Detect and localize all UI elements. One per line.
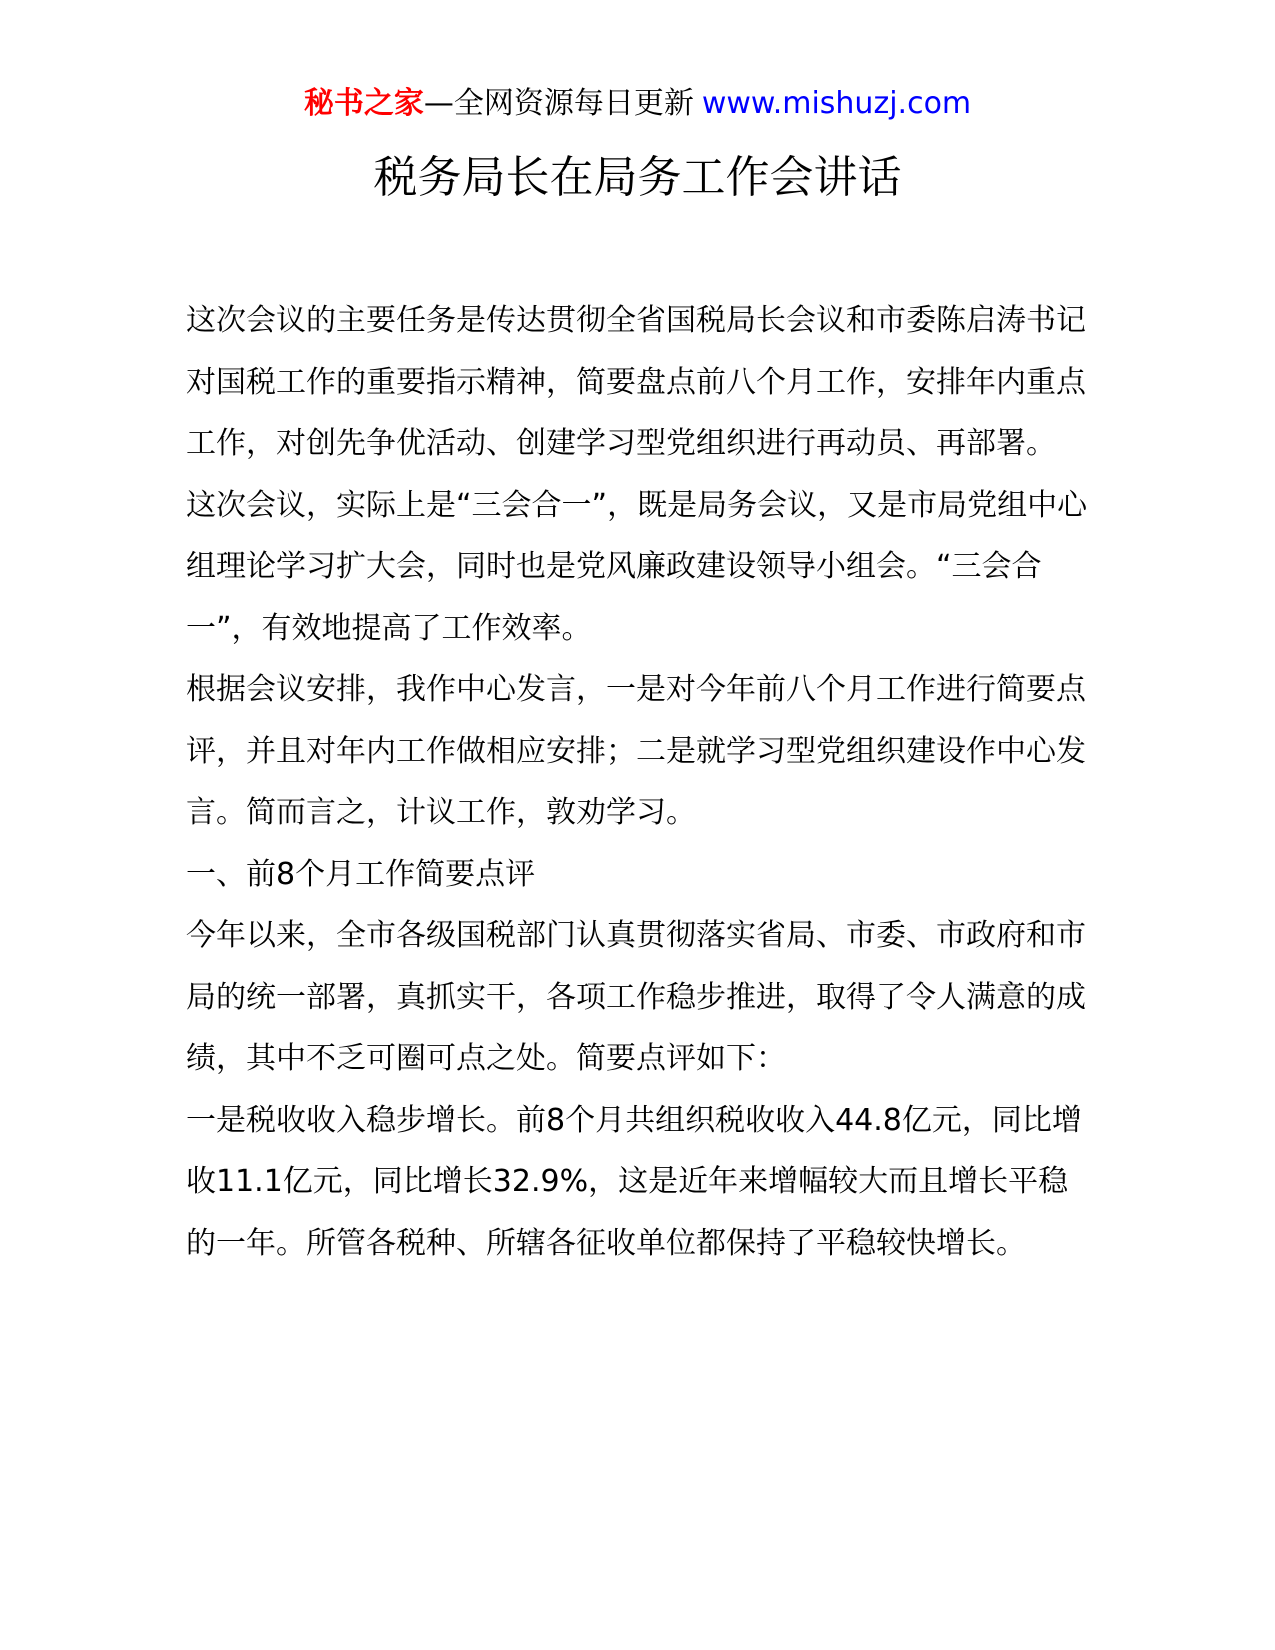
site-url-link[interactable]: www.mishuzj.com [701, 86, 972, 121]
paragraph-meeting-tasks: 这次会议的主要任务是传达贯彻全省国税局长会议和市委陈启涛书记对国税工作的重要指示精神，简要盘点前八个月工作，安排年内重点工作，对创先争优活动、创建学习型党组织进行再动员、再部署。 [186, 303, 1086, 461]
paragraph-arrangement: 根据会议安排，我作中心发言，一是对今年前八个月工作进行简要点评，并且对年内工作做相应安排；二是就学习型党组织建设作中心发言。简而言之，计议工作，敦劝学习。 [186, 672, 1086, 830]
brand-name: 秘书之家 [303, 86, 424, 121]
section-heading-review: 一、前8个月工作简要点评 [186, 856, 536, 892]
paragraph-three-in-one: 这次会议，实际上是“三会合一”，既是局务会议，又是市局党组中心组理论学习扩大会，同时也是党风廉政建设领导小组会。“三会合一”，有效地提高了工作效率。 [186, 487, 1088, 646]
paragraph-overview: 今年以来，全市各级国税部门认真贯彻落实省局、市委、市政府和市局的统一部署，真抓实干，各项工作稳步推进，取得了令人满意的成绩，其中不乏可圈可点之处。简要点评如下： [186, 918, 1086, 1076]
paragraph-tax-revenue: 一是税收收入稳步增长。前8个月共组织税收收入44.8亿元，同比增收11.1亿元，同比增长32.9%，这是近年来增幅较大而且增长平稳的一年。所管各税种、所辖各征收单位都保持了平稳较快增长。 [186, 1102, 1082, 1261]
site-header [0, 84, 1275, 124]
document-title: 税务局长在局务工作会讲话 [373, 152, 902, 203]
document-body [186, 290, 1091, 1274]
header-tagline: —全网资源每日更新 [423, 86, 694, 121]
